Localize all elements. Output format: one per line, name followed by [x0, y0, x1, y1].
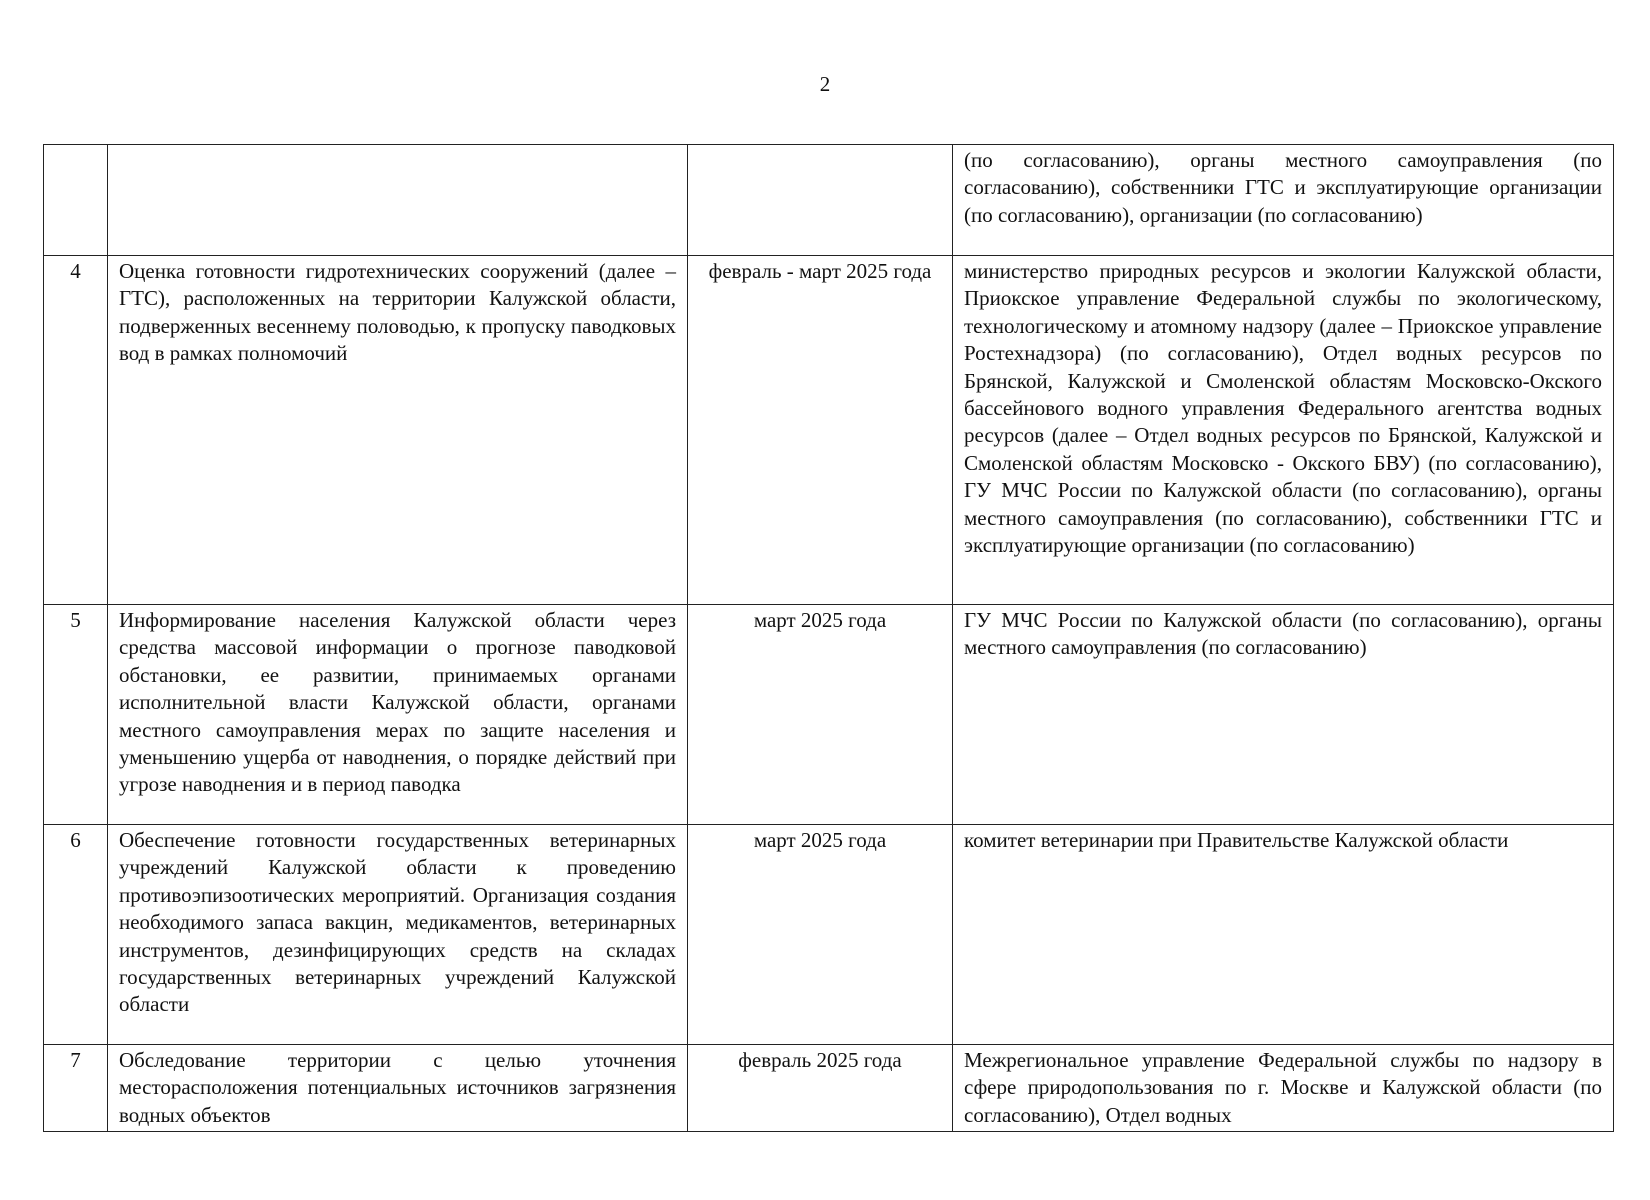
table-row: [44, 825, 1614, 1045]
measure-cell: Информирование населения Калужской области через средства массовой информации о прогнозе паводковой обстановки, ее развитии, принимаемых органами исполнительной власти Калужской области, органами местного самоуправления мерах по защите населения и уменьшению ущерба от наводнения, о порядке действий при угрозе наводнения и в период паводка: [108, 605, 688, 825]
deadline-cell: март 2025 года: [688, 605, 953, 825]
executors-cell: министерство природных ресурсов и экологии Калужской области, Приокское управление Федеральной службы по экологическому, технологическому и атомному надзору (далее – Приокское управление Ростехнадзора) (по согласованию), Отдел водных ресурсов по Брянской, Калужской и Смоленской областям Московско-Окского бассейнового водного управления Федерального агентства водных ресурсов (далее – Отдел водных ресурсов по Брянской, Калужской и Смоленской областям Московско - Окского БВУ) (по согласованию), ГУ МЧС России по Калужской области (по согласованию), органы местного самоуправления (по согласованию), собственники ГТС и эксплуатирующие организации (по согласованию): [953, 256, 1614, 605]
table-row: [44, 145, 1614, 256]
row-number: [44, 145, 108, 256]
measure-cell: [108, 145, 688, 256]
deadline-cell: февраль 2025 года: [688, 1045, 953, 1132]
deadline-cell: [688, 145, 953, 256]
table-row: [44, 1045, 1614, 1132]
executors-cell: Межрегиональное управление Федеральной службы по надзору в сфере природопользования по г. Москве и Калужской области (по согласованию), Отдел водных: [953, 1045, 1614, 1132]
deadline-cell: февраль - март 2025 года: [688, 256, 953, 605]
row-number: 7: [44, 1045, 108, 1132]
deadline-cell: март 2025 года: [688, 825, 953, 1045]
executors-cell: ГУ МЧС России по Калужской области (по согласованию), органы местного самоуправления (по согласованию): [953, 605, 1614, 825]
page-number: 2: [819, 72, 831, 96]
executors-cell: комитет ветеринарии при Правительстве Калужской области: [953, 825, 1614, 1045]
measure-cell: Обследование территории с целью уточнения месторасположения потенциальных источников загрязнения водных объектов: [108, 1045, 688, 1132]
measure-cell: Оценка готовности гидротехнических сооружений (далее – ГТС), расположенных на территории Калужской области, подверженных весеннему половодью, к пропуску паводковых вод в рамках полномочий: [108, 256, 688, 605]
table-row: [44, 605, 1614, 825]
table-row: [44, 256, 1614, 605]
measure-cell: Обеспечение готовности государственных ветеринарных учреждений Калужской области к проведению противоэпизоотических мероприятий. Организация создания необходимого запаса вакцин, медикаментов, ветеринарных инструментов, дезинфицирующих средств на складах государственных ветеринарных учреждений Калужской области: [108, 825, 688, 1045]
row-number: 5: [44, 605, 108, 825]
executors-cell: (по согласованию), органы местного самоуправления (по согласованию), собственники ГТС и эксплуатирующие организации (по согласованию), организации (по согласованию): [953, 145, 1614, 256]
row-number: 4: [44, 256, 108, 605]
measures-table: [43, 144, 1614, 1132]
row-number: 6: [44, 825, 108, 1045]
